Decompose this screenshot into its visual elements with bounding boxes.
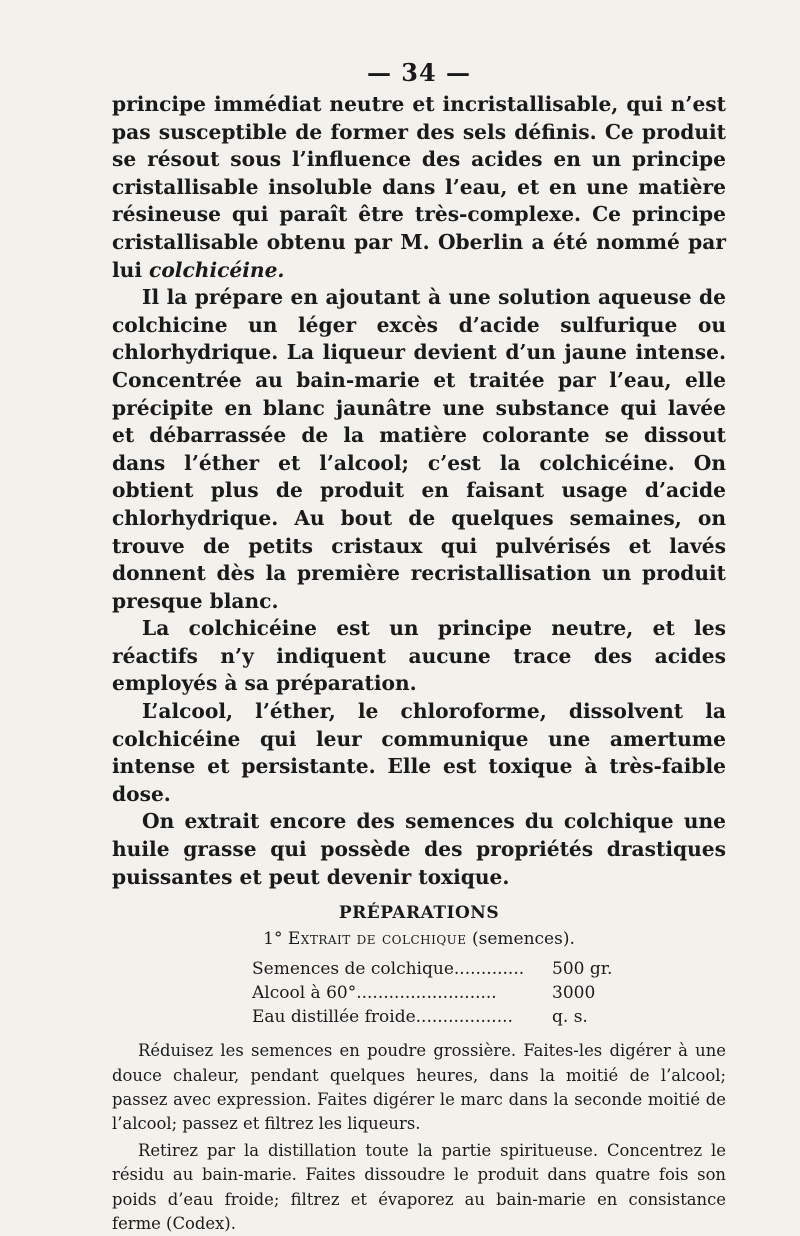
paragraph-5: On extrait encore des semences du colchique une huile grasse qui possède des propriétés drastiques puissantes et peut devenir toxique. — [112, 809, 726, 889]
page-number: — 34 — — [366, 58, 472, 87]
section-title: PRÉPARATIONS — [338, 903, 500, 924]
recipe-row — [252, 1005, 622, 1029]
recipe-quantity: 500 gr. — [552, 959, 613, 980]
recipe-row — [252, 957, 622, 981]
recipe-ingredient: Semences de colchique............. — [252, 959, 525, 980]
paragraph-2: Il la prépare en ajoutant à une solution aqueuse de colchicine un léger excès d’acide sulfurique ou chlorhydrique. La liqueur devient d’un jaune intense. Concentrée au bain-marie et traitée par l’eau, elle précipite en blanc jaunâtre une substance qui lavée et débarrassée de la matière colorante se dissout dans l’éther et l’alcool; c’est la colchicéine. On obtient plus de produit en faisant usage d’acide chlorhydrique. Au bout de quelques semaines, on trouve de petits cristaux qui pulvérisés et lavés donnent dès la première recristallisation un produit presque blanc. — [112, 285, 726, 613]
subsection-number: 1° — [263, 929, 283, 950]
instruction-paragraph-1: Réduisez les semences en poudre grossière. Faites-les digérer à une douce chaleur, pendant quelques heures, dans la moitié de l’alcool; passez avec expression. Faites digérer le marc dans la seconde moitié de l’alcool; passez et filtrez les liqueurs. — [112, 1041, 726, 1134]
recipe-table — [252, 957, 622, 1029]
subsection-title-text: Extrait de colchique — [287, 929, 467, 950]
recipe-ingredient: Alcool à 60°.......................... — [252, 983, 497, 1004]
recipe-ingredient: Eau distillée froide.................. — [252, 1007, 513, 1028]
paragraph-3: La colchicéine est un principe neutre, et les réactifs n’y indiquent aucune trace des acides employés à sa préparation. — [112, 616, 726, 696]
recipe-row — [252, 981, 622, 1005]
subsection-title — [112, 929, 726, 949]
instruction-paragraph-2: Retirez par la distillation toute la partie spiritueuse. Concentrez le résidu au bain-marie. Faites dissoudre le produit dans quatre fois son poids d’eau froide; filtrez et évaporez au bain-marie en consistance ferme (Codex). — [112, 1140, 726, 1234]
paragraph-1: principe immédiat neutre et incristallisable, qui n’est pas susceptible de former des sels définis. Ce produit se résout sous l’influence des acides en un principe cristallisable insoluble dans l’eau, et en une matière résineuse qui paraît être très-complexe. Ce principe cristallisable obtenu par M. Oberlin a été nommé par lui colchicéine. — [112, 92, 726, 282]
italic-term: colchicéine. — [149, 257, 285, 282]
paragraph-4: L’alcool, l’éther, le chloroforme, dissolvent la colchicéine qui leur communique une amertume intense et persistante. Elle est toxique à très-faible dose. — [112, 699, 726, 806]
recipe-quantity: 3000 — [552, 983, 596, 1004]
subsection-title-rest: (semences). — [471, 929, 575, 950]
recipe-quantity: q. s. — [552, 1007, 588, 1028]
page — [112, 58, 726, 1236]
